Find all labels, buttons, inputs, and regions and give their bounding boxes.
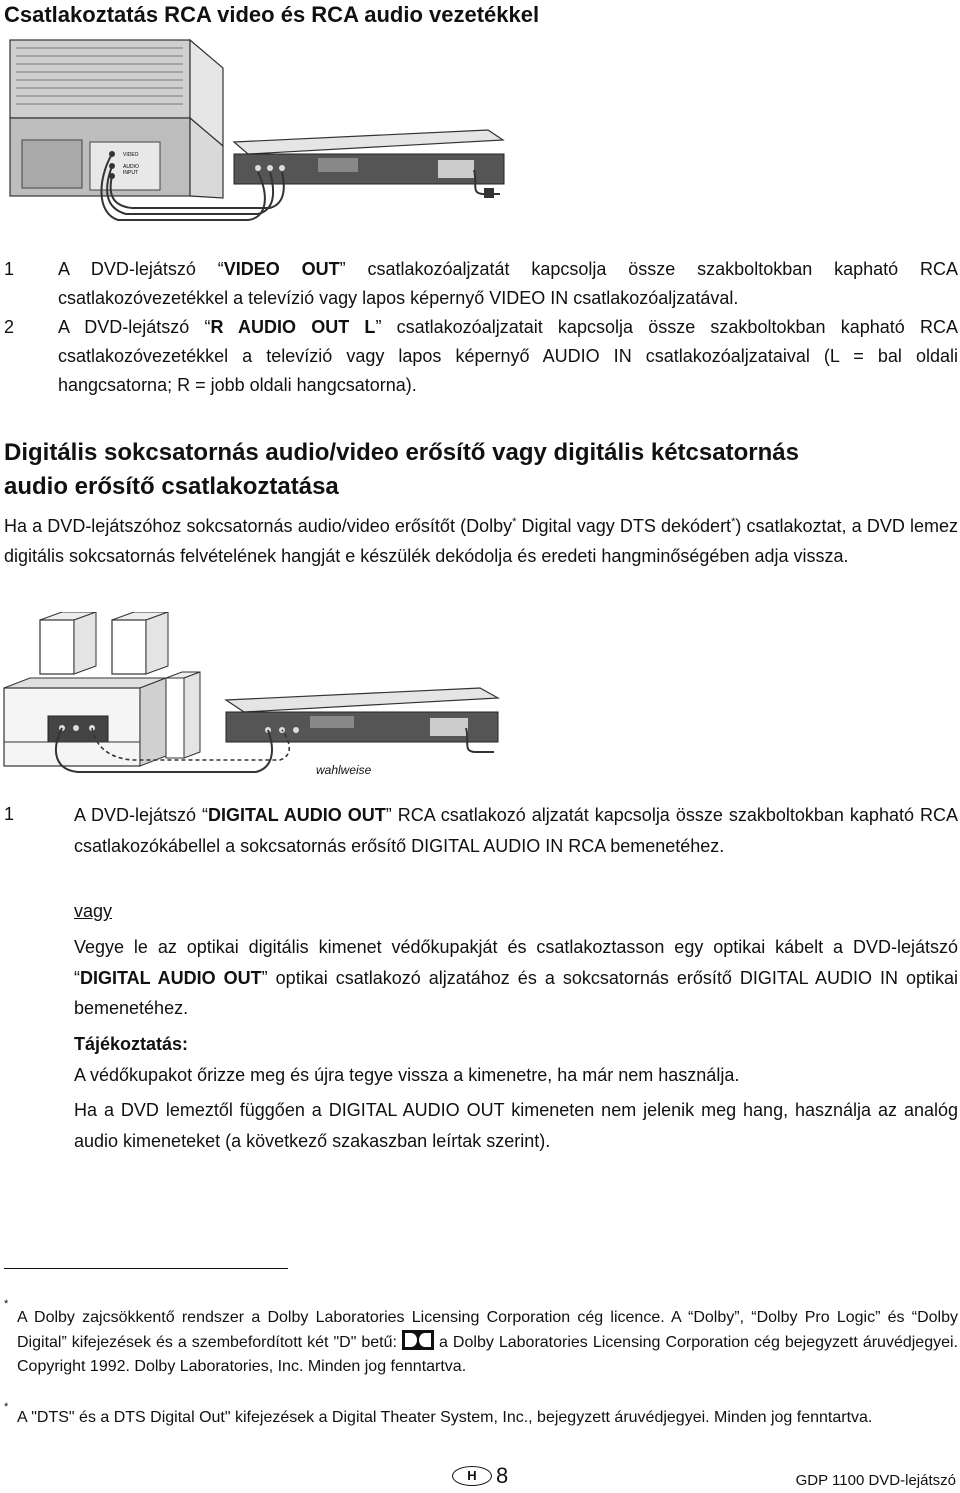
figure-caption-wahlweise: wahlweise	[316, 763, 372, 777]
section-title-digital: Digitális sokcsatornás audio/video erősítő vagy digitális kétcsatornás audio erősítő csatlakoztatása	[4, 439, 799, 500]
tv-label-input: INPUT	[123, 170, 138, 176]
figure-rca-connection	[8, 38, 508, 228]
footnote-dts: A "DTS" és a DTS Digital Out" kifejezések a Digital Theater System, Inc., bejegyzett áruvédjegyei. Minden jog fenntartva.	[17, 1409, 873, 1426]
instruction-audio-out: A DVD-lejátszó “R AUDIO OUT L” csatlakozóaljzatait kapcsolja össze szakboltokban kapható RCA csatlakozóvezetékkel a televízió vagy lapos képernyő AUDIO IN csatlakozóaljzataival (L = bal oldali hangcsatorna; R = jobb oldali hangcsatorna).	[58, 317, 958, 395]
instruction-optical: Vegye le az optikai digitális kimenet védőkupakját és csatlakoztasson egy optikai kábelt a DVD-lejátszó “DIGITAL AUDIO OUT” optikai csatlakozó aljzatához és a sokcsatornás erősítő DIGITAL AUDIO IN optikai bemenetéhez.	[74, 937, 958, 1018]
footnote-divider	[4, 1268, 288, 1269]
tv-label-video: VIDEO	[123, 152, 139, 158]
note-text: A védőkupakot őrizze meg és újra tegye vissza a kimenetre, ha már nem használja.	[74, 1065, 740, 1085]
instruction-digital-audio-out: A DVD-lejátszó “DIGITAL AUDIO OUT” RCA csatlakozó aljzatát kapcsolja össze szakboltokban kapható RCA csatlakozókábellel a sokcsatornás erősítő DIGITAL AUDIO IN RCA bemenetéhez.	[74, 805, 958, 856]
analog-fallback-text: Ha a DVD lemeztől függően a DIGITAL AUDIO OUT kimeneten nem jelenik meg hang, használja az analóg audio kimeneteket (a következő szakaszban leírtak szerint).	[74, 1100, 958, 1151]
footnote-dolby: A Dolby zajcsökkentő rendszer a Dolby Laboratories Licensing Corporation cég licence. A “Dolby”, “Dolby Pro Logic” és “Dolby Digital” kifejezések és a szembefordított két "D" betű: a Dolby Laboratories Licensing Corporation cég bejegyzett áruvédjegyei. Copyright 1992. Dolby Laboratories, Inc. Minden jog fenntartva.	[17, 1309, 958, 1375]
figure-digital-connection	[0, 612, 520, 780]
section-title-rca: Csatlakoztatás RCA video és RCA audio vezetékkel	[4, 2, 540, 27]
dolby-double-d-icon	[402, 1330, 434, 1350]
or-label: vagy	[74, 901, 113, 921]
footnote-mark: *	[4, 1401, 9, 1413]
document-name: GDP 1100 DVD-lejátszó	[795, 1472, 956, 1489]
footnote-mark: *	[4, 1298, 9, 1310]
item-number: 2	[4, 317, 15, 337]
tv-label-audio: AUDIO	[123, 164, 139, 170]
intro-paragraph: Ha a DVD-lejátszóhoz sokcsatornás audio/video erősítőt (Dolby* Digital vagy DTS dekódert*) csatlakoztat, a DVD lemez digitális sokcsatornás felvételének hangját e készülék dekódolja és eredeti hangminőségében adja vissza.	[4, 516, 958, 566]
instruction-video-out: A DVD-lejátszó “VIDEO OUT” csatlakozóaljzatát kapcsolja össze szakboltokban kapható RCA csatlakozóvezetékkel a televízió vagy lapos képernyő VIDEO IN csatlakozóaljzatával.	[58, 259, 959, 308]
note-title: Tájékoztatás:	[74, 1034, 189, 1054]
item-number: 1	[4, 259, 15, 279]
item-number: 1	[4, 804, 15, 824]
language-badge: H	[452, 1466, 492, 1486]
page-number: 8	[496, 1463, 509, 1488]
